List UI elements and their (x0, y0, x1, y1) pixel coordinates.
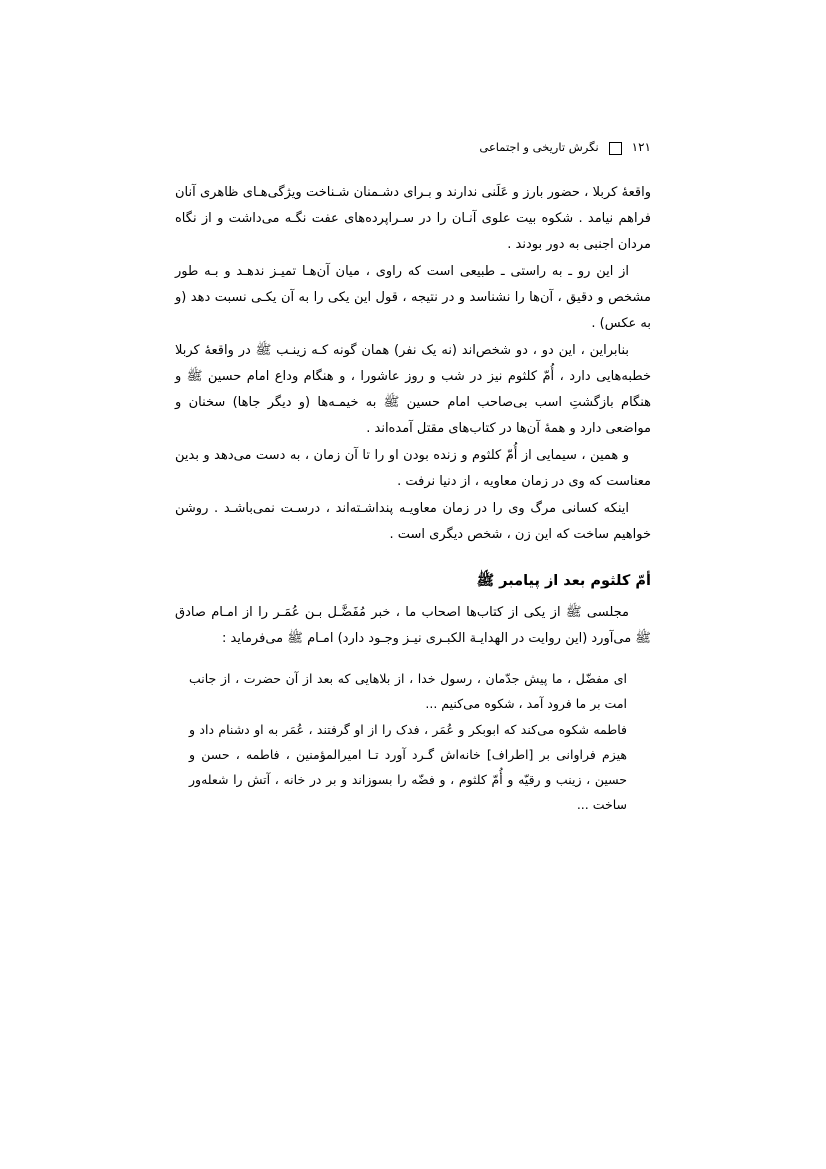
paragraph: مجلسی ﷺ از یکی از کتاب‌ها اصحاب ما ، خبر مُفَضَّـل بـن عُمَـر را از امـام صادق ﷺ می‌آورد (این روایت در الهدایـة الکبـری نیـز وجـود دارد) امـام ﷺ می‌فرماید : (175, 605, 651, 646)
paragraph: واقعهٔ کربلا ، حضور بارز و عَلَنی ندارند و بـرای دشـمنان شـناخت ویژگی‌هـای ظاهری آنان فراهم نیامد . شکوه بیت علوی آنـان را در سـراپرده‌های عفت نگـه می‌داشت و از نگاه مردان اجنبی به دور بودند . (175, 185, 651, 252)
page-header (175, 140, 651, 154)
paragraph: و همین ، سیمایی از أُمّ کلثوم و زنده بودن او را تا آن زمان ، به دست می‌دهد و بدین معناست که وی در زمان معاویه ، از دنیا نرفت . (175, 448, 651, 489)
page-number: ۱۲۱ (631, 140, 651, 154)
section-heading: أمّ کلثوم بعد از پیامبر ﷺ (476, 573, 651, 589)
quote-paragraph: ای مفضّل ، ما پیش جدّمان ، رسول خدا ، از بلاهایی که بعد از آن حضرت ، از جانب امت بر ما فرود آمد ، شکوه می‌کنیم ... (189, 671, 627, 711)
paragraph: اینکه کسانی مرگ وی را در زمان معاویـه پنداشـته‌اند ، درسـت نمی‌باشـد . روشن خواهیم ساخت که این زن ، شخص دیگری است . (175, 501, 651, 542)
running-head-title: نگرش تاریخی و اجتماعی (479, 140, 599, 154)
blockquote (175, 666, 651, 817)
page-content (175, 140, 651, 818)
square-bullet-icon (609, 142, 622, 155)
quote-paragraph: فاطمه شکوه می‌کند که ابوبکر و عُمَر ، فدک را از او گرفتند ، عُمَر به او دشنام داد و هیزم فراوانی بر [اطراف] خانه‌اش گـرد آورد تـا امیرالمؤمنین ، فاطمه ، حسن و حسین ، زینب و رقیّه و أُمّ کلثوم ، و فضّه را بسوزاند و بر در خانه ، آتش را شعله‌ور ساخت ... (189, 722, 627, 812)
paragraph: بنابراین ، این دو ، دو شخص‌اند (نه یک نفر) همان گونه کـه زینـب ﷺ در واقعهٔ کربلا خطبه‌هایی دارد ، أُمّ کلثوم نیز در شب و روز عاشورا ، و هنگام وداع امام حسین ﷺ و هنگام بازگشتِ اسب بی‌صاحب امام حسین ﷺ به خیمـه‌ها (و دیگر جاها) سخنان و مواضعی دارد و همهٔ آن‌ها در کتاب‌های مقتل آمده‌اند . (175, 343, 651, 436)
paragraph: از این رو ـ به راستی ـ طبیعی است که راوی ، میان آن‌هـا تمیـز ندهـد و بـه طور مشخص و دقیق ، آن‌ها را نشناسد و در نتیجه ، قول این یکی را به آن یکـی نسبت دهد (و به عکس) . (175, 264, 651, 331)
